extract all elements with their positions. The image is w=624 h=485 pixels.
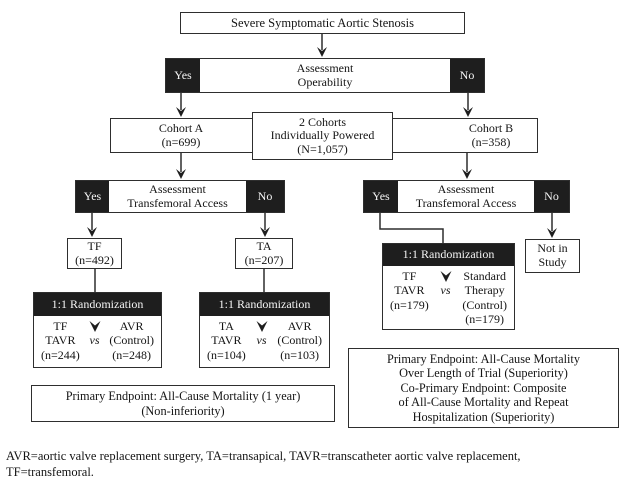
connector-access-b-yes-to-rand-c: [380, 213, 443, 244]
footnote-line2: TF=transfemoral.: [6, 465, 94, 480]
endpoint-b-line4: of All-Cause Mortality and Repeat: [398, 395, 569, 410]
rand-b-left-line1: TF: [402, 269, 417, 283]
access-a-label-line1: Assessment: [149, 181, 206, 196]
randomization-ta-header-label: 1:1 Randomization: [218, 296, 311, 311]
down-arrow-icon: [256, 320, 268, 333]
randomization-tf-header: [34, 293, 161, 316]
tf-label: TF: [87, 238, 102, 253]
rand-tf-left-line2: TAVR: [45, 333, 76, 348]
operability-bar: [165, 58, 485, 93]
rand-b-left-col: [390, 269, 429, 312]
access-b-no-label: No: [544, 188, 559, 203]
root-box: [180, 12, 465, 34]
tf-n: (n=492): [75, 252, 114, 267]
two-cohorts-line2: Individually Powered: [270, 128, 375, 143]
rand-b-right-line1: Standard: [463, 269, 506, 283]
rand-tf-vs-col: [89, 319, 101, 347]
not-in-study-box: [525, 239, 580, 273]
randomization-b-header-label: 1:1 Randomization: [402, 247, 495, 262]
rand-tf-right-line3: (n=248): [112, 347, 152, 362]
abbreviations-footnote: [6, 448, 618, 481]
endpoint-b-line1: Primary Endpoint: All-Cause Mortality: [387, 351, 580, 366]
randomization-box-cohort-b: [382, 243, 515, 330]
ta-box: [235, 238, 293, 269]
rand-ta-left-line1: TA: [218, 319, 234, 333]
ta-label: TA: [256, 238, 272, 253]
down-arrow-icon: [89, 320, 101, 333]
arrowhead: [462, 169, 472, 179]
endpoint-box-cohort-b: [348, 348, 619, 428]
rand-b-right-col: [462, 269, 507, 327]
cohort-a-box: [136, 119, 226, 152]
rand-tf-vs-label: vs: [89, 333, 100, 347]
rand-b-right-line3: (Control): [462, 297, 507, 312]
rand-b-left-line3: (n=179): [390, 297, 429, 312]
rand-ta-right-line2: (Control): [277, 333, 322, 348]
access-a-no-cell: [246, 181, 284, 212]
cohort-b-label: Cohort B: [468, 120, 514, 135]
operability-label-line2: Operability: [297, 74, 353, 89]
randomization-box-tf: [33, 292, 162, 368]
endpoint-b-line2: Over Length of Trial (Superiority): [399, 366, 568, 381]
endpoint-box-cohort-a: [31, 385, 335, 422]
access-a-yes-cell: [76, 181, 109, 212]
tf-box: [67, 238, 122, 269]
rand-tf-left-line1: TF: [53, 319, 68, 333]
cohort-b-n: (n=358): [471, 134, 511, 149]
randomization-box-ta: [199, 292, 330, 368]
rand-tf-right-col: [109, 319, 154, 362]
randomization-ta-body: [200, 316, 329, 367]
not-in-study-line2: Study: [538, 255, 567, 269]
endpoint-a-line1: Primary Endpoint: All-Cause Mortality (1 year): [65, 389, 301, 403]
access-b-yes-cell: [364, 181, 398, 212]
rand-ta-vs-col: [256, 319, 268, 347]
randomization-ta-header: [200, 293, 329, 316]
cohort-a-label: Cohort A: [158, 120, 204, 135]
rand-ta-left-line3: (n=104): [207, 347, 246, 362]
two-cohorts-box: [252, 112, 393, 160]
rand-b-vs-label: vs: [440, 283, 451, 297]
access-b-label-line2: Transfemoral Access: [415, 195, 517, 210]
rand-ta-right-line1: AVR: [287, 319, 312, 333]
operability-no-label: No: [459, 67, 475, 82]
rand-b-right-line4: (n=179): [465, 312, 505, 327]
rand-ta-vs-label: vs: [256, 333, 267, 347]
two-cohorts-line3: (N=1,057): [297, 141, 348, 156]
root-label: Severe Symptomatic Aortic Stenosis: [231, 15, 414, 30]
rand-tf-left-line3: (n=244): [41, 347, 80, 362]
rand-ta-left-line2: TAVR: [211, 333, 242, 348]
operability-label: [200, 59, 450, 92]
rand-b-vs-col: [440, 269, 452, 297]
access-a-yes-label: Yes: [83, 188, 102, 203]
rand-ta-left-col: [207, 319, 246, 362]
access-bar-cohort-a: [75, 180, 285, 213]
access-a-label: [109, 181, 246, 212]
arrowhead: [260, 227, 270, 237]
operability-yes-label: Yes: [174, 67, 192, 82]
operability-label-line1: Assessment: [296, 60, 354, 75]
arrowhead: [87, 227, 97, 237]
access-b-no-cell: [534, 181, 569, 212]
down-arrow-icon: [440, 270, 452, 283]
arrowhead: [176, 107, 186, 117]
rand-b-left-line2: TAVR: [394, 283, 425, 298]
arrowhead: [176, 169, 186, 179]
not-in-study-line1: Not in: [537, 241, 568, 256]
arrowhead: [463, 107, 473, 117]
operability-no-cell: [450, 59, 484, 92]
rand-tf-left-col: [41, 319, 80, 362]
access-a-label-line2: Transfemoral Access: [127, 195, 228, 210]
cohort-b-box: [446, 119, 536, 152]
randomization-tf-body: [34, 316, 161, 367]
ta-n: (n=207): [244, 252, 284, 267]
rand-tf-right-line2: (Control): [109, 333, 154, 348]
arrowhead: [317, 47, 327, 57]
arrowhead: [547, 228, 557, 238]
rand-b-right-line2: Therapy: [464, 283, 505, 298]
randomization-b-body: [383, 266, 514, 329]
footnote-line1: AVR=aortic valve replacement surgery, TA=transapical, TAVR=transcatheter aortic valve replacement,: [6, 449, 521, 463]
endpoint-b-line3: Co-Primary Endpoint: Composite: [400, 380, 567, 395]
operability-yes-cell: [166, 59, 200, 92]
endpoint-b-line5: Hospitalization (Superiority): [412, 409, 555, 424]
access-b-yes-label: Yes: [372, 188, 390, 203]
access-b-label-line1: Assessment: [437, 181, 495, 196]
access-b-label: [398, 181, 534, 212]
rand-tf-right-line1: AVR: [119, 319, 144, 333]
access-a-no-label: No: [257, 188, 273, 203]
two-cohorts-line1: 2 Cohorts: [298, 114, 346, 129]
randomization-tf-header-label: 1:1 Randomization: [51, 296, 144, 311]
rand-ta-right-line3: (n=103): [280, 347, 320, 362]
endpoint-a-line2: (Non-inferiority): [141, 403, 225, 418]
rand-ta-right-col: [277, 319, 322, 362]
cohort-a-n: (n=699): [161, 134, 201, 149]
access-bar-cohort-b: [363, 180, 570, 213]
randomization-b-header: [383, 244, 514, 266]
